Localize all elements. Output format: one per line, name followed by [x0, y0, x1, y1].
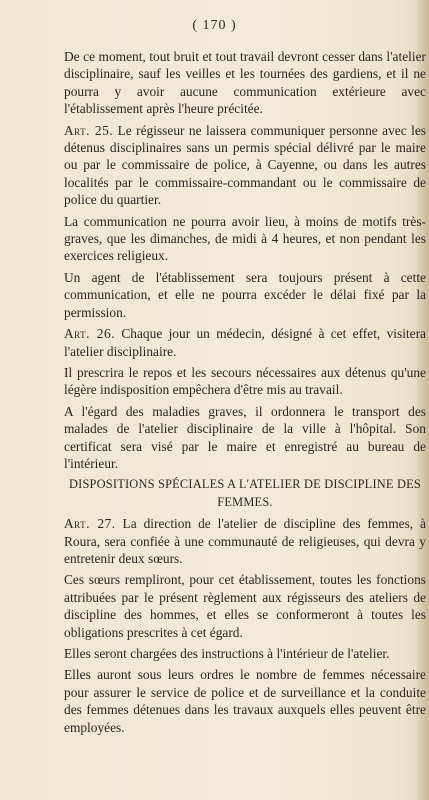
section-heading: DISPOSITIONS SPÉCIALES A L'ATELIER DE DISCIPLINE DES FEMMES.: [68, 477, 421, 509]
paragraph-3: La communication ne pourra avoir lieu, à moins de motifs très-graves, que les dimanches, de midi à 4 heures, et non pendant les exercices religieux.: [64, 213, 426, 264]
article-text: Le régisseur ne laissera communiquer personne avec les détenus disciplinaires sans un permis spécial délivré par le maire ou par le commissaire de police, à Cayenne, ou dans les autres localités par le commissaire-commandant ou le commissaire de police du quartier.: [64, 122, 426, 208]
paragraph-10: Ces sœurs rempliront, pour cet établissement, toutes les fonctions attribuées par le présent règlement aux régisseurs des ateliers de discipline des hommes, et elles se conformeront à toutes les obligations prescrites à cet égard.: [64, 572, 426, 640]
article-text: Chaque jour un médecin, désigné à cet effet, visitera l'atelier disciplinaire.: [64, 326, 426, 359]
paragraph-11: Elles seront chargées des instructions à l'intérieur de l'atelier.: [64, 646, 390, 661]
paragraph-12: Elles auront sous leurs ordres le nombre de femmes nécessaire pour assurer le service de police et de surveillance et la conduite des femmes détenues dans les travaux auxquels elles peuvent être employées.: [64, 667, 426, 735]
article-label: Art. 26.: [64, 326, 116, 342]
article-27: [64, 515, 426, 567]
article-text: La direction de l'atelier de discipline des femmes, à Roura, sera confiée à une communauté de religieuses, qui devra y entretenir deux sœurs.: [64, 516, 426, 566]
article-label: Art. 27.: [64, 516, 116, 532]
page-number: ( 170 ): [192, 18, 237, 33]
paragraph-6: Il prescrira le repos et les secours nécessaires aux détenus qu'une légère indisposition empêchera d'être mis au travail.: [64, 364, 426, 398]
paragraph-4: Un agent de l'établissement sera toujours présent à cette communication, et elle ne pourra excéder le délai fixé par la permission.: [64, 269, 426, 320]
article-label: Art. 25.: [64, 122, 114, 138]
paragraph-7: A l'égard des maladies graves, il ordonnera le transport des malades de l'atelier disciplinaire de la ville à l'hôpital. Son certificat sera visé par le maire et enregistré au bureau de l'intérieur.: [64, 403, 426, 471]
body-text: [64, 48, 426, 740]
paragraph-1: De ce moment, tout bruit et tout travail devront cesser dans l'atelier disciplinaire, sauf les veilles et les tournées des gardiens, et il ne pourra y avoir aucune communication extérieure avec l'établissement après l'heure précitée.: [64, 49, 426, 117]
article-25: [64, 122, 426, 209]
article-26: [64, 325, 426, 360]
